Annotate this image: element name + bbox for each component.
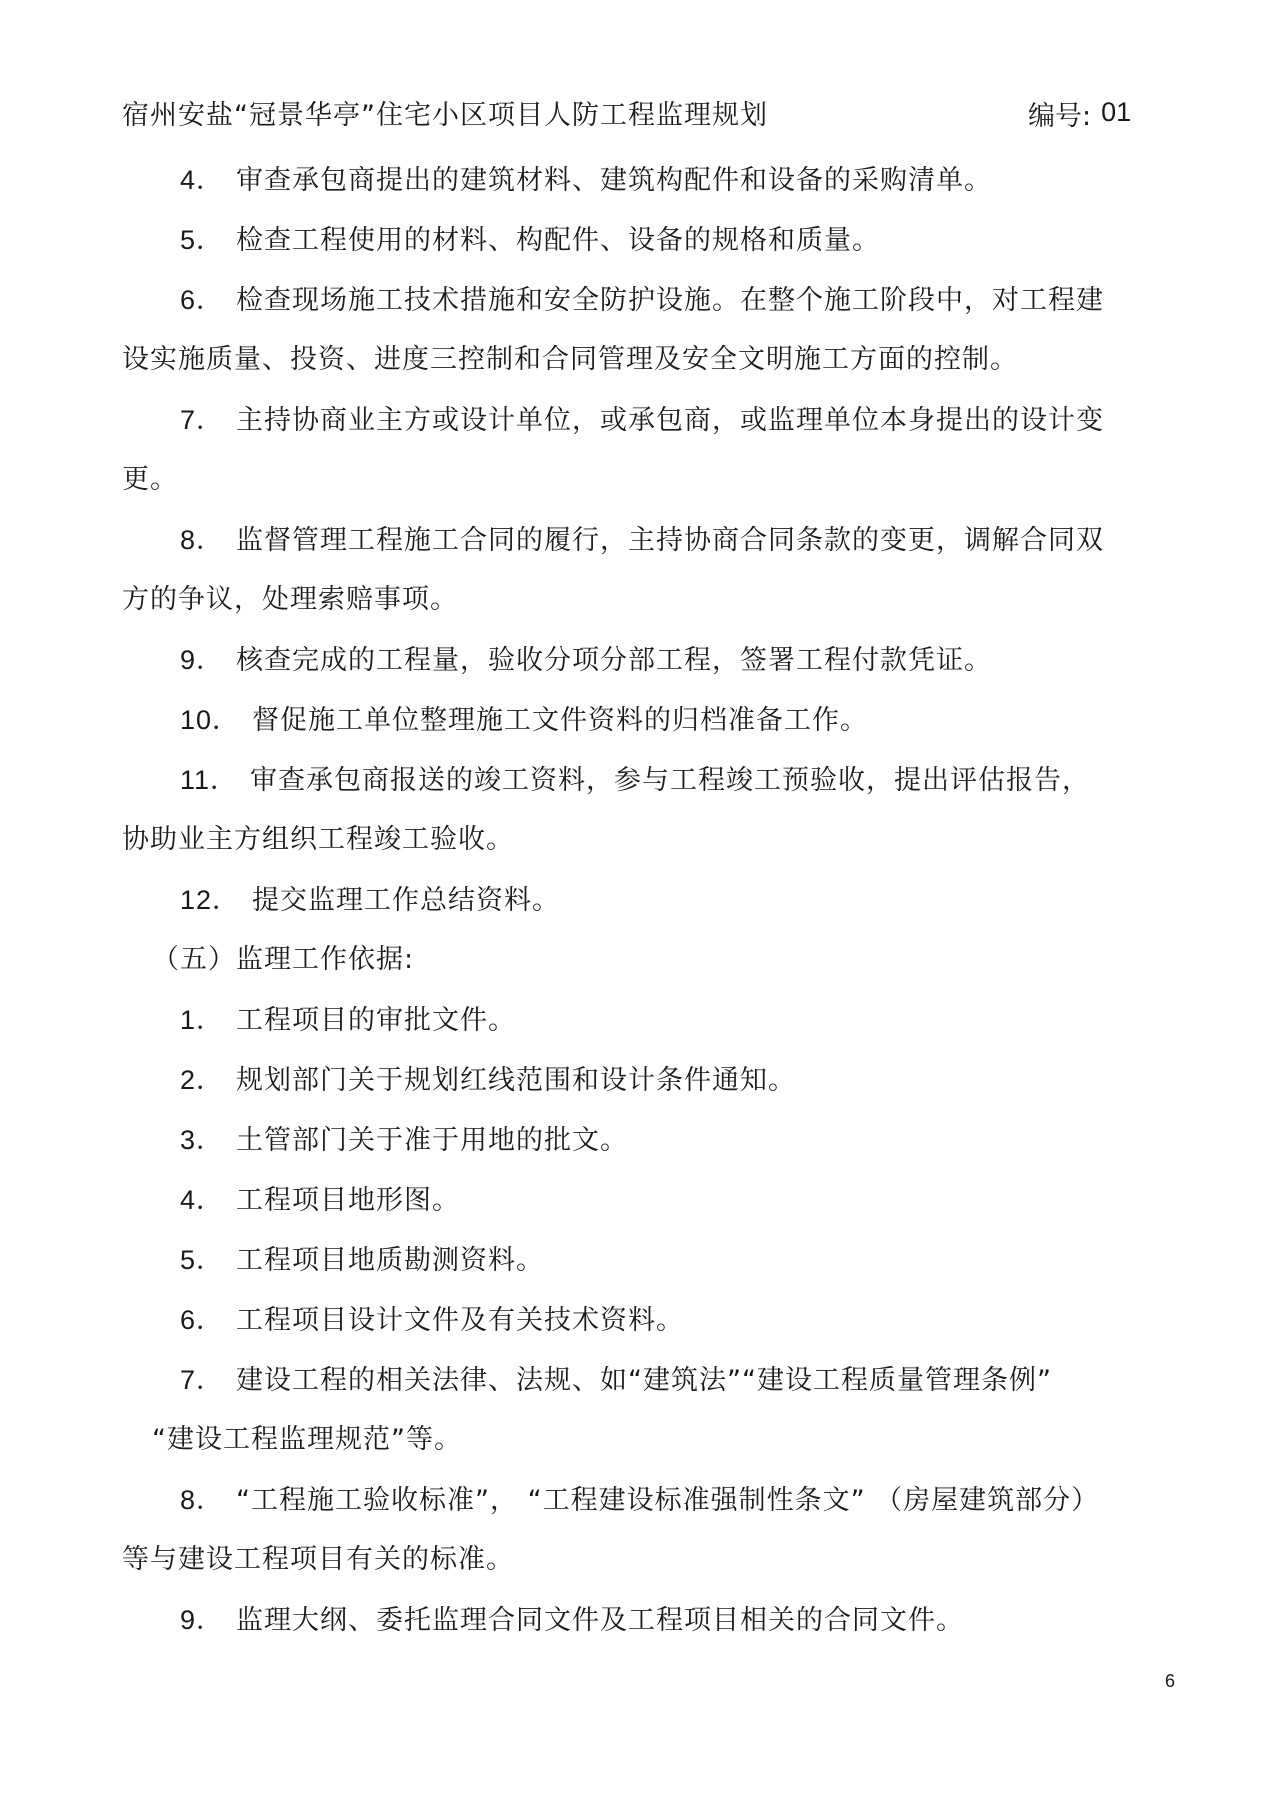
body-text: [122, 150, 1172, 1650]
document-code: [1028, 96, 1131, 137]
document-code-label: 编号:: [1028, 101, 1092, 132]
list-item-7-design-change: 7． 主持协商业主方或设计单位，或承包商，或监理单位本身提出的设计变: [180, 405, 1105, 436]
basis-item-7-continuation: “建设工程监理规范”等。: [152, 1424, 462, 1455]
basis-item-8: 8． “工程施工验收标准”， “工程建设标准强制性条文” （房屋建筑部分）: [180, 1485, 1100, 1516]
list-item-11-continuation: 协助业主方组织工程竣工验收。: [122, 824, 514, 855]
basis-item-2: 2． 规划部门关于规划红线范围和设计条件通知。: [180, 1065, 797, 1096]
basis-item-6: 6． 工程项目设计文件及有关技术资料。: [180, 1305, 685, 1336]
document-title: 宿州安盐“冠景华亭”住宅小区项目人防工程监理规划: [122, 100, 768, 131]
basis-item-8-continuation: 等与建设工程项目有关的标准。: [122, 1544, 514, 1575]
list-item-8-continuation: 方的争议，处理索赔事项。: [122, 584, 458, 615]
page-number: 6: [1164, 1671, 1175, 1691]
list-item-6-continuation: 设实施质量、投资、进度三控制和合同管理及安全文明施工方面的控制。: [122, 344, 1018, 375]
basis-item-7: 7． 建设工程的相关法律、法规、如“建筑法”“建设工程质量管理条例”: [180, 1365, 1052, 1396]
basis-item-3: 3． 土管部门关于准于用地的批文。: [180, 1125, 629, 1156]
list-item-6-safety: 6． 检查现场施工技术措施和安全防护设施。在整个施工阶段中，对工程建: [180, 285, 1105, 316]
list-item-12-summary: 12． 提交监理工作总结资料。: [180, 885, 561, 916]
page-header: [122, 96, 1152, 136]
basis-item-9: 9． 监理大纲、委托监理合同文件及工程项目相关的合同文件。: [180, 1605, 965, 1636]
basis-item-5: 5． 工程项目地质勘测资料。: [180, 1245, 545, 1276]
section-heading-basis: （五）监理工作依据:: [152, 944, 415, 975]
list-item-4-materials: 4． 审查承包商提出的建筑材料、建筑构配件和设备的采购清单。: [180, 165, 993, 196]
list-item-10-archive: 10． 督促施工单位整理施工文件资料的归档准备工作。: [180, 705, 869, 736]
list-item-8-contract: 8． 监督管理工程施工合同的履行，主持协商合同条款的变更，调解合同双: [180, 525, 1105, 556]
basis-item-1: 1． 工程项目的审批文件。: [180, 1005, 517, 1036]
basis-item-4: 4． 工程项目地形图。: [180, 1185, 461, 1216]
list-item-11-completion: 11． 审查承包商报送的竣工资料，参与工程竣工预验收，提出评估报告，: [180, 765, 1091, 796]
list-item-5-inspection: 5． 检查工程使用的材料、构配件、设备的规格和质量。: [180, 225, 881, 256]
document-code-value: 01: [1101, 97, 1132, 127]
list-item-9-quantity: 9． 核查完成的工程量，验收分项分部工程，签署工程付款凭证。: [180, 645, 993, 676]
list-item-7-continuation: 更。: [122, 464, 178, 495]
